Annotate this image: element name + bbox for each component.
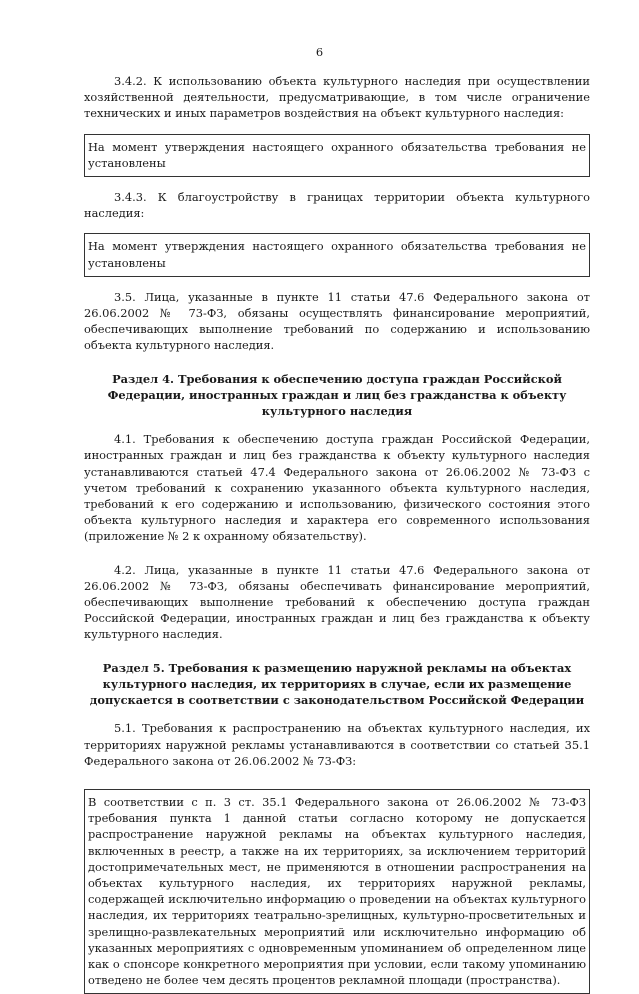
document-body bbox=[84, 73, 590, 994]
requirement-box-5-1: В соответствии с п. 3 ст. 35.1 Федерального закона от 26.06.2002 № 73-ФЗ требования пункта 1 данной статьи согласно которому не допускается распространение наружной рекламы на объектах культурного наследия, включенных в реестр, а также на их территориях, за исключением территорий достопримечательных мест, не применяются в отношении распространения на объектах культурного наследия, их территориях наружной рекламы, содержащей исключительно информацию о проведении на объектах культурного наследия, их территориях театрально-зрелищных, культурно-просветительных и зрелищно-развлекательных мероприятий или исключительно информацию об указанных мероприятиях с одновременным упоминанием об определенном лице как о спонсоре конкретного мероприятия при условии, если такому упоминанию отведено не более чем десять процентов рекламной площади (пространства). bbox=[84, 789, 590, 994]
paragraph-3-5: 3.5. Лица, указанные в пункте 11 статьи 47.6 Федерального закона от 26.06.2002 № 73-ФЗ, обязаны осуществлять финансирование мероприятий, обеспечивающих выполнение требований по содержанию и использованию объекта культурного наследия. bbox=[84, 289, 590, 353]
paragraph-5-1: 5.1. Требования к распространению на объектах культурного наследия, их территориях наружной рекламы устанавливаются в соответствии со статьей 35.1 Федерального закона от 26.06.2002 № 73-ФЗ: bbox=[84, 721, 590, 768]
paragraph-4-2: 4.2. Лица, указанные в пункте 11 статьи 47.6 Федерального закона от 26.06.2002 № 73-ФЗ, обязаны обеспечивать финансирование мероприятий, обеспечивающих выполнение требований к обеспечению доступа граждан Российской Федерации, иностранных граждан и лиц без гражданства к объекту культурного наследия. bbox=[84, 562, 590, 642]
requirement-box-3-4-2: На момент утверждения настоящего охранного обязательства требования не установлены bbox=[84, 134, 590, 177]
paragraph-4-1: 4.1. Требования к обеспечению доступа граждан Российской Федерации, иностранных граждан и лиц без гражданства к объекту культурного наследия устанавливаются статьей 47.4 Федерального закона от 26.06.2002 № 73-ФЗ с учетом требований к сохранению указанного объекта культурного наследия, требований к его содержанию и использованию, физического состояния этого объекта культурного наследия и характера его современного использования (приложение № 2 к охранному обязательству). bbox=[84, 432, 590, 544]
page-number: 6 bbox=[315, 45, 324, 59]
requirement-box-3-4-3: На момент утверждения настоящего охранного обязательства требования не установлены bbox=[84, 233, 590, 276]
section-4-heading: Раздел 4. Требования к обеспечению доступа граждан Российской Федерации, иностранных граждан и лиц без гражданства к объекту культурного наследия bbox=[107, 371, 567, 419]
paragraph-3-4-2: 3.4.2. К использованию объекта культурного наследия при осуществлении хозяйственной деятельности, предусматривающие, в том числе ограничение технических и иных параметров воздействия на объект культурного наследия: bbox=[84, 74, 590, 121]
section-5-heading: Раздел 5. Требования к размещению наружной рекламы на объектах культурного наследия, их территориях в случае, если их размещение допускается в соответствии с законодательством Российской Федерации bbox=[89, 660, 585, 708]
paragraph-3-4-3: 3.4.3. К благоустройству в границах территории объекта культурного наследия: bbox=[84, 190, 590, 221]
